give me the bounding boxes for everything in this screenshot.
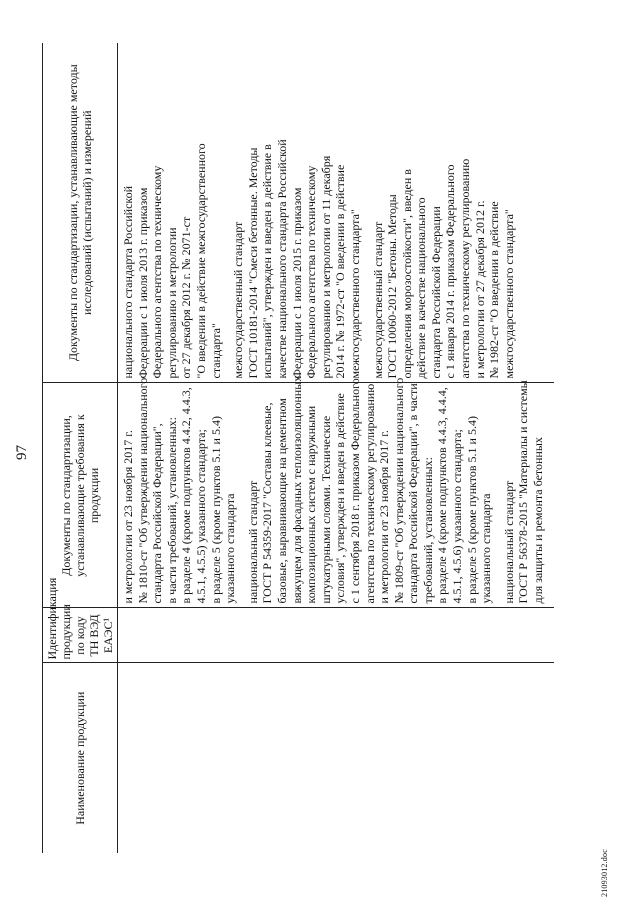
requirements-cell [118, 375, 554, 608]
methods-line: и метрологии от 27 декабря 2012 г. [472, 200, 487, 379]
methods-line: Федерации с 1 июля 2015 г. приказом [289, 187, 304, 379]
requirements-line: 4.5.1, 4.5.5) указанного стандарта; [193, 429, 208, 604]
methods-line: стандарта" [208, 323, 223, 379]
requirements-line: с 1 сентября 2018 г. приказом Федерального [347, 378, 362, 604]
tnved-code-cell [118, 608, 554, 663]
requirements-line: в части требований, установленных: [164, 417, 179, 604]
methods-line: ГОСТ 10181-2014 "Смеси бетонные. Методы [245, 147, 260, 379]
methods-line: стандарта Российской Федерации [428, 206, 443, 379]
requirements-line: в разделе 4 (кроме подпунктов 4.4.2, 4.4.3, [179, 387, 194, 604]
methods-entry [371, 47, 517, 379]
methods-entries [121, 47, 516, 379]
methods-line: 2014 г. № 1972-ст "О введении в действие [333, 164, 348, 379]
header-methods-docs: Документы по стандартизации, устанавливающие методы исследований (испытаний) и измерений [43, 43, 118, 383]
methods-line: межгосударственного стандарта" [347, 209, 362, 379]
requirements-line: для защиты и ремонта бетонных [531, 437, 546, 604]
requirements-line: и метрологии от 23 ноября 2017 г. [377, 430, 392, 604]
requirements-line: указанного стандарта [223, 493, 238, 604]
table-row [118, 43, 554, 853]
page-number: 97 [14, 445, 30, 460]
product-name-cell [118, 663, 554, 853]
requirements-line: стандарта Российской Федерации", [150, 423, 165, 604]
requirements-entry [245, 375, 494, 604]
requirements-line: № 1809-ст "Об утверждении национального [391, 377, 406, 604]
methods-line: межгосударственный стандарт [370, 221, 385, 379]
methods-entry [231, 47, 362, 379]
requirements-line: базовые, выравнивающие на цементном [274, 398, 289, 604]
requirements-line: 4.5.1, 4.5.6) указанного стандарта; [450, 429, 465, 604]
requirements-line: национальный стандарт [501, 480, 516, 604]
requirements-line: указанного стандарта [479, 493, 494, 604]
requirements-line: национальный стандарт [245, 480, 260, 604]
requirements-line: в разделе 4 (кроме подпунктов 4.4.3, 4.4.4, [435, 387, 450, 604]
requirements-line: в разделе 5 (кроме пунктов 5.1 и 5.4) [208, 416, 223, 604]
requirements-line: вяжущем для фасадных теплоизоляционных [289, 375, 304, 604]
methods-line: Федерального агентства по техническому [304, 165, 319, 379]
methods-line: межгосударственного стандарта" [501, 209, 516, 379]
requirements-entries [121, 375, 546, 604]
requirements-line: ГОСТ Р 56378-2015 "Материалы и системы [516, 380, 531, 604]
methods-line: Федерального агентства по техническому [150, 165, 165, 379]
requirements-line: требований, установленных: [420, 457, 435, 604]
standards-table [42, 43, 554, 853]
methods-line: регулированию и метрологии [164, 227, 179, 379]
requirements-line: в разделе 5 (кроме пунктов 5.1 и 5.4) [464, 416, 479, 604]
requirements-entry [501, 380, 546, 604]
requirements-entry [121, 377, 238, 604]
methods-line: от 27 декабря 2012 г. № 2071-ст [179, 216, 194, 379]
methods-line: национального стандарта Российской [121, 185, 135, 379]
methods-line: регулированию и метрологии от 11 декабря [318, 155, 333, 379]
document-code: 21093012.doc [600, 849, 609, 897]
methods-line: Федерации с 1 июля 2013 г. приказом [135, 187, 150, 379]
requirements-line: штукатурными слоями. Технические [318, 415, 333, 604]
methods-line: с 1 января 2014 г. приказом Федерального [443, 164, 458, 379]
header-tnved-code: Идентификация продукции по коду ТН ВЭД ЕАЭС¹ [43, 608, 118, 663]
methods-line: качестве национального стандарта Российской [274, 139, 289, 379]
requirements-line: композиционных систем с наружными [304, 405, 319, 604]
methods-line: ГОСТ 10060-2012 "Бетоны. Методы [385, 194, 400, 379]
methods-line: испытаний", утвержден и введен в действие в [260, 144, 275, 379]
methods-entry [121, 47, 223, 379]
requirements-line: условия", утвержден и введен в действие [333, 393, 348, 604]
header-product-name: Наименование продукции [43, 663, 118, 853]
requirements-line: и метрологии от 23 ноября 2017 г. [121, 430, 135, 604]
requirements-line: агентства по техническому регулированию [362, 383, 377, 604]
requirements-line: № 1810-ст "Об утверждении национального [135, 377, 150, 604]
methods-line: агентства по техническому регулированию [458, 158, 473, 379]
methods-line: определения морозостойкости", введен в [399, 169, 414, 379]
header-requirements-docs: Документы по стандартизации, устанавливающие требования к продукции [43, 383, 118, 608]
requirements-line: стандарта Российской Федерации", в части [406, 383, 421, 604]
methods-line: действие в качестве национального [414, 197, 429, 379]
methods-line: "О введении в действие межгосударственного [193, 143, 208, 379]
methods-line: межгосударственный стандарт [231, 221, 246, 379]
table-header-row [43, 43, 118, 853]
methods-cell [118, 43, 554, 383]
requirements-line: ГОСТ Р 54359-2017 "Составы клеевые, [260, 402, 275, 604]
methods-line: № 1982-ст "О введении в действие [487, 201, 502, 379]
